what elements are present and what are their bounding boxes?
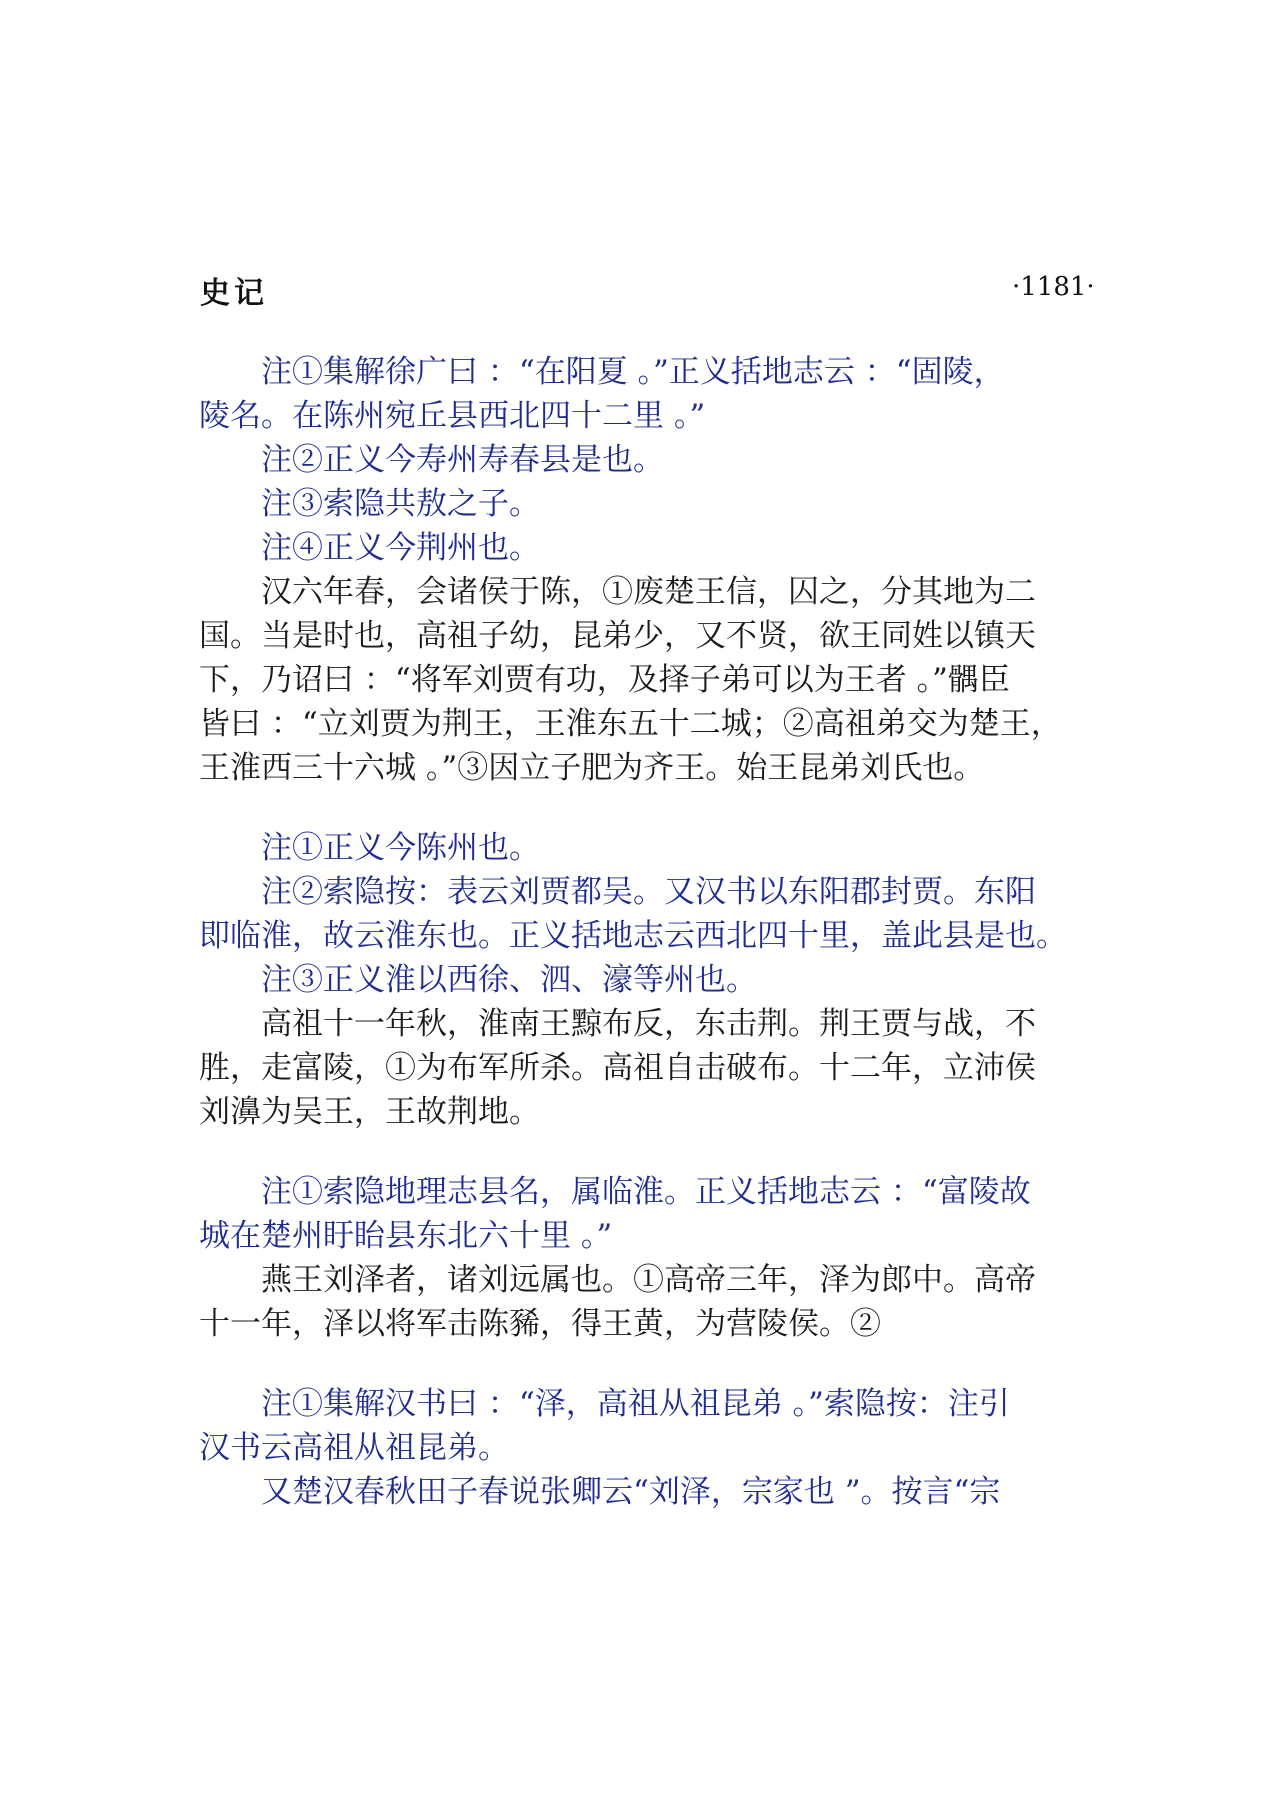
annotation-line: 注④正义今荆州也。 bbox=[199, 530, 540, 566]
text-line: 王淮西三十六城 。”③因立子肥为齐王。始王昆弟刘氏也。 bbox=[199, 750, 985, 786]
annotation-line: 注③正义淮以西徐、泗、濠等州也。 bbox=[199, 962, 757, 998]
page-body bbox=[199, 350, 1099, 1514]
text-line: 国。当是时也，高祖子幼，昆弟少，又不贤，欲王同姓以镇天 bbox=[199, 618, 1036, 654]
paragraph-gap bbox=[199, 1346, 1099, 1382]
page-number: ·1181· bbox=[1012, 272, 1095, 302]
text-line: 胜，走富陵，①为布军所杀。高祖自击破布。十二年，立沛侯 bbox=[199, 1050, 1036, 1086]
annotation-line: 汉书云高祖从祖昆弟。 bbox=[199, 1430, 509, 1466]
annotation-line: 注②正义今寿州寿春县是也。 bbox=[199, 442, 664, 478]
text-line: 高祖十一年秋，淮南王黥布反，东击荆。荆王贾与战，不 bbox=[199, 1006, 1036, 1042]
annotation-line: 陵名。在陈州宛丘县西北四十二里 。” bbox=[199, 398, 706, 434]
book-title: 史记 bbox=[200, 276, 268, 311]
annotation-line: 注①正义今陈州也。 bbox=[199, 830, 540, 866]
text-line: 刘濞为吴王，王故荆地。 bbox=[199, 1094, 540, 1130]
annotation-line: 注①索隐地理志县名，属临淮。正义括地志云 ：“富陵故 bbox=[199, 1174, 1031, 1210]
paragraph-gap bbox=[199, 1134, 1099, 1170]
text-line: 十一年，泽以将军击陈豨，得王黄，为营陵侯。② bbox=[199, 1306, 881, 1342]
annotation-line: 注①集解徐广曰 ：“在阳夏 。”正义括地志云 ：“固陵， bbox=[199, 354, 1005, 390]
annotation-line: 注②索隐按：表云刘贾都吴。又汉书以东阳郡封贾。东阳 bbox=[199, 874, 1036, 910]
text-line: 汉六年春，会诸侯于陈，①废楚王信，囚之，分其地为二 bbox=[199, 574, 1036, 610]
text-line: 燕王刘泽者，诸刘远属也。①高帝三年，泽为郎中。高帝 bbox=[199, 1262, 1036, 1298]
annotation-line: 即临淮，故云淮东也。正义括地志云西北四十里，盖此县是也。 bbox=[199, 918, 1067, 954]
annotation-line: 又楚汉春秋田子春说张卿云“刘泽，宗家也 ”。按言“宗 bbox=[199, 1474, 1001, 1510]
annotation-line: 城在楚州盱眙县东北六十里 。” bbox=[199, 1218, 613, 1254]
annotation-line: 注③索隐共敖之子。 bbox=[199, 486, 540, 522]
annotation-line: 注①集解汉书曰 ：“泽，高祖从祖昆弟 。”索隐按：注引 bbox=[199, 1386, 1010, 1422]
paragraph-gap bbox=[199, 790, 1099, 826]
text-line: 下，乃诏曰 ：“将军刘贾有功，及择子弟可以为王者 。”髃臣 bbox=[199, 662, 1010, 698]
text-line: 皆曰 ：“立刘贾为荆王，王淮东五十二城；②高祖弟交为楚王， bbox=[199, 706, 1062, 742]
